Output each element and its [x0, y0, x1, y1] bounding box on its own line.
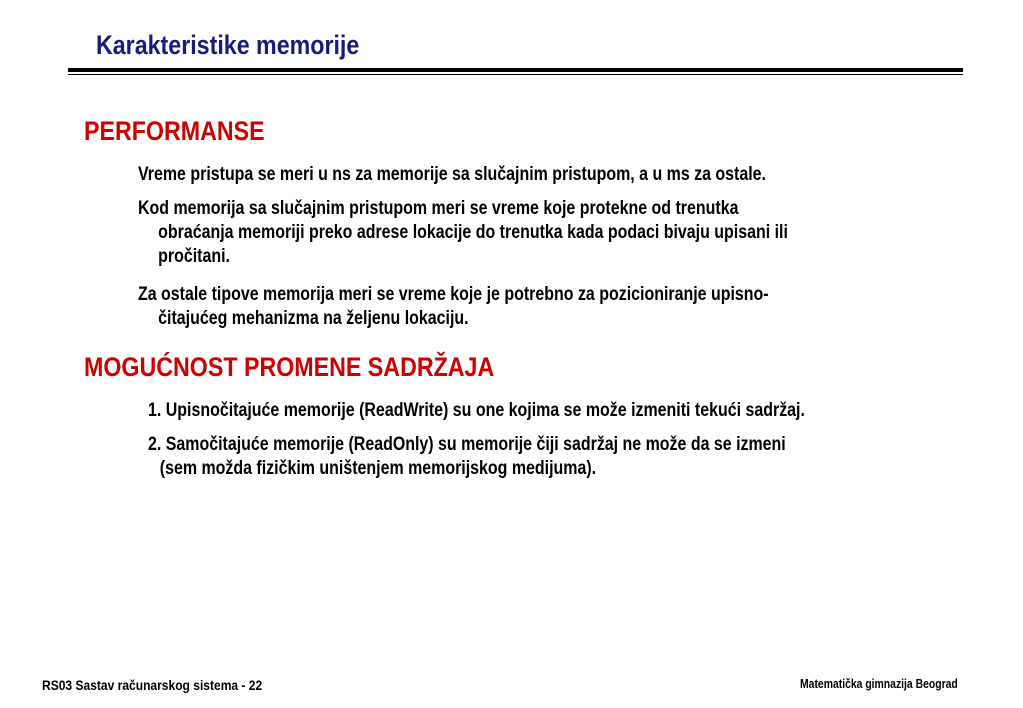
title-divider-thick [68, 68, 963, 72]
text-line: Kod memorija sa slučajnim pristupom meri se vreme koje protekne od trenutka [138, 198, 739, 219]
list-item-readonly [148, 433, 912, 481]
list-item-readwrite [148, 399, 912, 423]
text-line: 2. Samočitajuće memorije (ReadOnly) su memorije čiji sadržaj ne može da se izmeni [148, 434, 786, 455]
performance-paragraph-access-time [138, 163, 902, 187]
text-line: Vreme pristupa se meri u ns za memorije sa slučajnim pristupom, a u ms za ostale. [138, 164, 766, 185]
section-heading-performance: PERFORMANSE [84, 116, 265, 146]
slide-title: Karakteristike memorije [96, 30, 360, 60]
text-line: (sem možda fizičkim uništenjem memorijskog medijuma). [159, 458, 597, 479]
text-line: 1. Upisnočitajuće memorije (ReadWrite) su one kojima se može izmeniti tekući sadržaj. [148, 400, 805, 421]
section-heading-content-change: MOGUĆNOST PROMENE SADRŽAJA [84, 352, 495, 382]
text-line: čitajućeg mehanizma na željenu lokaciju. [158, 308, 469, 329]
text-line: obraćanja memoriji preko adrese lokacije do trenutka kada podaci bivaju upisani ili [158, 222, 788, 243]
performance-paragraph-other-types [138, 283, 902, 331]
performance-paragraph-random-access [138, 197, 902, 269]
title-divider-thin [68, 74, 963, 75]
text-line: Za ostale tipove memorija meri se vreme koje je potrebno za pozicioniranje upisno- [138, 284, 769, 305]
footer-institution: Matematička gimnazija Beograd [800, 676, 958, 691]
text-line: pročitani. [158, 246, 230, 267]
footer-slide-number: RS03 Sastav računarskog sistema - 22 [42, 677, 263, 693]
